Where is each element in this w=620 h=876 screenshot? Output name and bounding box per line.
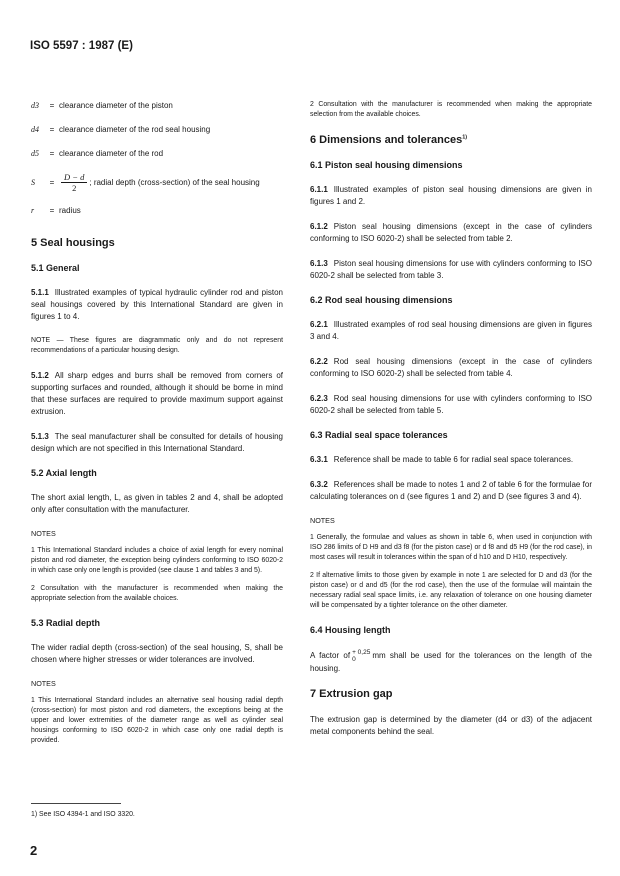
paragraph-6-1-1: 6.1.1 Illustrated examples of piston seal housing dimensions are given in figures 1 and 2.: [310, 185, 592, 206]
symbol-description: clearance diameter of the piston: [59, 101, 173, 110]
note-6-3-1: 1 Generally, the formulae and values as shown in table 6, when used in conjunction with ISO 286 limits of D H9 and d3 f8 (for the piston case) or d f8 and d5 H9 (for the rod case), in most cases will result in tolerances within the span of d h10 and D H10, respectively.: [310, 534, 592, 561]
footnote-divider: [31, 803, 121, 804]
page-number: 2: [30, 843, 38, 858]
section-6-3-heading: 6.3 Radial seal space tolerances: [310, 430, 448, 440]
section-6-4-heading: 6.4 Housing length: [310, 625, 391, 635]
note-5-3-2: 2 Consultation with the manufacturer is recommended when making the appropriate selection from the available choices.: [310, 101, 592, 118]
symbol-s: S = $\frac{D - d}{2}$ ; radial depth (cross-section) of the seal housing: [31, 172, 260, 193]
paragraph-5-1-3: 5.1.3 The seal manufacturer shall be consulted for details of housing design which are not specified in this International Standard.: [31, 432, 283, 453]
section-7-heading: 7 Extrusion gap: [310, 688, 393, 700]
paragraph-5-3: The wider radial depth (cross-section) of the seal housing, S, shall be chosen where higher stresses or wider tolerances are involved.: [31, 643, 283, 664]
left-column: [31, 100, 283, 754]
paragraph-6-2-2: 6.2.2 Rod seal housing dimensions (except in the case of cylinders conforming to ISO 6020-2) shall be selected from table 4.: [310, 357, 592, 378]
paragraph-6-3-2: 6.3.2 References shall be made to notes 1 and 2 of table 6 for the formulae for calculating tolerances on d (see figures 1 and 2) and D (see figures 3 and 4).: [310, 480, 592, 501]
section-5-3-heading: 5.3 Radial depth: [31, 618, 101, 628]
note-design: NOTE — These figures are diagrammatic only and do not represent recommendations of a particular housing design.: [31, 337, 283, 354]
paragraph-6-1-3: 6.1.3 Piston seal housing dimensions for use with cylinders conforming to ISO 6020-2 shall be selected from table 3.: [310, 259, 592, 280]
paragraph-6-4: A factor of + 0,25 0 mm shall be used for the tolerances on the length of the housing.: [310, 649, 592, 673]
document-header: ISO 5597 : 1987 (E): [30, 40, 133, 52]
section-5-1-heading: 5.1 General: [31, 263, 80, 273]
paragraph-6-2-3: 6.2.3 Rod seal housing dimensions for use with cylinders conforming to ISO 6020-2 shall be selected from table 5.: [310, 394, 592, 415]
notes-label: NOTES: [310, 516, 335, 525]
note-6-3-2: 2 If alternative limits to those given by example in note 1 are selected for D and d3 (for the piston case) or d and d5 (for the rod case), then the use of the formulae will maintain the necessary radial seal space limits, i.e. any relaxation of tolerance on one housing diameter will be compensated by a tighter tolerance on the other diameter.: [310, 572, 592, 609]
note-5-3-1: 1 This International Standard includes an alternative seal housing radial depth (cross-section) for most piston and rod diameters, the exceptions being at the upper and lower extremities of the diameter range as well as cylinder seal housings conforming to ISO 6020-2 in which case only one radial depth is provided.: [31, 697, 283, 744]
notes-label: NOTES: [31, 679, 56, 688]
symbol-d4: d4 = clearance diameter of the rod seal housing: [31, 125, 211, 134]
symbol: d3: [31, 101, 39, 110]
paragraph-6-1-2: 6.1.2 Piston seal housing dimensions (except in the case of cylinders conforming to ISO 6020-2) shall be selected from table 2.: [310, 222, 592, 243]
section-6-2-heading: 6.2 Rod seal housing dimensions: [310, 295, 453, 305]
symbol-d5: d5 = clearance diameter of the rod: [31, 149, 164, 158]
paragraph-5-2: The short axial length, L, as given in tables 2 and 4, shall be adopted only after consultation with the manufacturer.: [31, 493, 283, 514]
right-column: [310, 100, 592, 751]
footnote: 1) See ISO 4394-1 and ISO 3320.: [31, 811, 135, 818]
notes-label: NOTES: [31, 529, 56, 538]
paragraph-6-3-1: 6.3.1 Reference shall be made to table 6 for radial seal space tolerances.: [310, 455, 574, 464]
section-6-heading: 6 Dimensions and tolerances$^{1)}$: [310, 134, 468, 146]
paragraph-6-2-1: 6.2.1 Illustrated examples of rod seal housing dimensions are given in figures 3 and 4.: [310, 320, 592, 341]
symbol-d3: d3 = clearance diameter of the piston: [31, 101, 173, 110]
section-5-heading: 5 Seal housings: [31, 237, 115, 249]
paragraph-5-1-1: 5.1.1 Illustrated examples of typical hydraulic cylinder rod and piston seal housings covered by this International Standard are given in figures 1 to 4.: [31, 288, 283, 321]
paragraph-5-1-2: 5.1.2 All sharp edges and burrs shall be removed from corners of supporting surfaces and rounded, although it should be borne in mind that these surfaces are required to provide maximum support against extrusion.: [31, 371, 283, 416]
note-5-2-1: 1 This International Standard includes a choice of axial length for every nominal piston and rod diameter, the exception being cylinders conforming to ISO 6020-2 in which case only one length is provided (see clause 1 and tables 3 and 5).: [31, 547, 283, 574]
section-6-1-heading: 6.1 Piston seal housing dimensions: [310, 160, 463, 170]
paragraph-7: The extrusion gap is determined by the diameter (d4 or d3) of the adjacent metal components behind the seal.: [310, 715, 592, 736]
symbol-r: r = radius: [31, 206, 81, 215]
note-5-2-2: 2 Consultation with the manufacturer is recommended when making the appropriate selection from the available choices.: [31, 585, 283, 602]
section-5-2-heading: 5.2 Axial length: [31, 468, 97, 478]
fraction-formula: $\frac{D - d}{2}$: [61, 172, 87, 193]
tolerance-value: + 0,25 0: [352, 649, 371, 663]
